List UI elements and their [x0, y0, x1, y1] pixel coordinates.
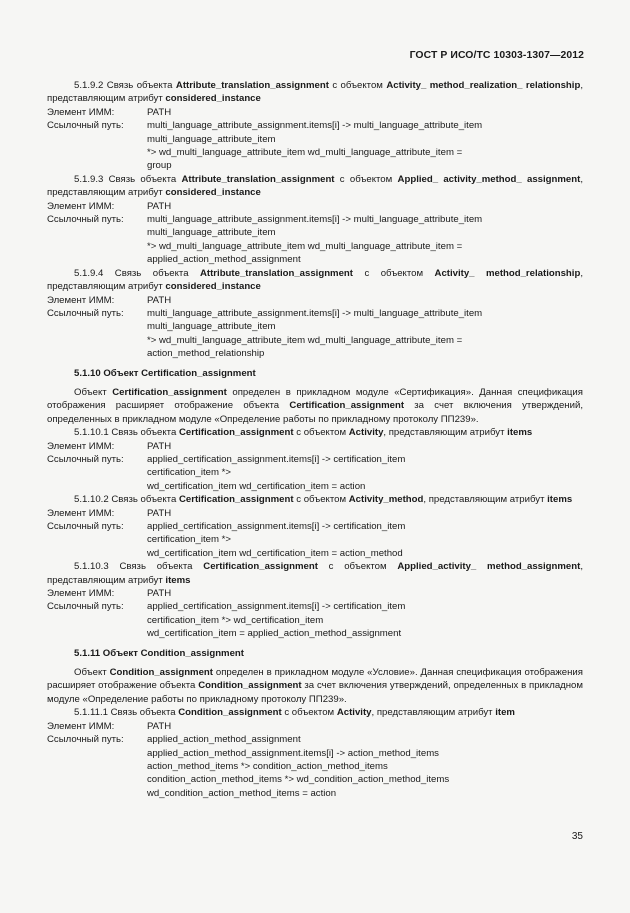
section-paragraph: Объект Condition_assignment определен в прикладном модуле «Условие». Данная спецификация отображения расширяет отображение объекта Condition_assignment за счет включения утверждений, определенных в прикладном модуле «Определение работы по прикладному протоколу ПП239».: [47, 667, 583, 705]
reference-path-line: applied_action_method_assignment.items[i] -> action_method_items: [147, 747, 439, 759]
reference-path-line: action_method_relationship: [147, 348, 265, 360]
reference-path-line: multi_language_attribute_item: [147, 321, 276, 333]
reference-path-row: Ссылочный путь: applied_certification_assignment.items[i] -> certification_item: [47, 521, 406, 532]
reference-path-row: Ссылочный путь: applied_action_method_assignment: [47, 734, 301, 746]
clause-5-1-11-1: 5.1.11.1 Связь объекта Condition_assignment с объектом Activity, представляющим атрибут item: [74, 707, 515, 719]
reference-path-row: Ссылочный путь: multi_language_attribute_assignment.items[i] -> multi_language_attribute_item: [47, 307, 483, 319]
document-header: ГОСТ Р ИСО/ТС 10303-1307—2012: [409, 50, 584, 61]
reference-path-line: certification_item *>: [147, 467, 231, 479]
reference-path-line: multi_language_attribute_item: [147, 227, 276, 239]
reference-path-line: multi_language_attribute_item: [147, 133, 276, 145]
clause-5-1-10-2: 5.1.10.2 Связь объекта Certification_assignment с объектом Activity_method, представляющим атрибут items: [74, 494, 573, 506]
clause-5-1-9-3: 5.1.9.3 Связь объекта Attribute_translation_assignment с объектом Applied_ activity_method_ assignment, представляющим атрибут considered_instance: [47, 173, 583, 199]
page-number: 35: [571, 831, 583, 842]
imm-element-row: Элемент ИММ: PATH: [47, 588, 172, 600]
section-title-5-1-11: 5.1.11 Объект Condition_assignment: [74, 647, 244, 659]
reference-path-line: action_method_items *> condition_action_method_items: [147, 760, 388, 772]
reference-path-row: Ссылочный путь: multi_language_attribute_assignment.items[i] -> multi_language_attribute_item: [47, 120, 483, 132]
reference-path-line: wd_certification_item wd_certification_item = action: [147, 480, 366, 492]
reference-path-line: group: [147, 160, 172, 172]
reference-path-row: Ссылочный путь: applied_certification_assignment.items[i] -> certification_item: [47, 453, 406, 465]
reference-path-line: applied_action_method_assignment: [147, 254, 301, 266]
reference-path-row: Ссылочный путь: multi_language_attribute_assignment.items[i] -> multi_language_attribute_item: [47, 214, 483, 226]
reference-path-line: *> wd_multi_language_attribute_item wd_multi_language_attribute_item =: [147, 240, 463, 252]
section-title-5-1-10: 5.1.10 Объект Certification_assignment: [74, 367, 256, 379]
section-paragraph: Объект Certification_assignment определен в прикладном модуле «Сертификация». Данная спецификация отображения расширяет отображение объекта Certification_assignment за счет включения утверждений, определенных в прикладном модуле «Определение работы по прикладному протоколу ПП239».: [47, 386, 583, 425]
imm-element-row: Элемент ИММ: PATH: [47, 294, 172, 306]
reference-path-line: certification_item *> wd_certification_item: [147, 614, 324, 626]
reference-path-line: wd_condition_action_method_items = action: [147, 787, 337, 799]
imm-element-row: Элемент ИММ: PATH: [47, 200, 172, 212]
imm-element-row: Элемент ИММ: PATH: [47, 720, 172, 732]
reference-path-row: Ссылочный путь: applied_certification_assignment.items[i] -> certification_item: [47, 601, 406, 613]
reference-path-line: certification_item *>: [147, 534, 231, 546]
reference-path-line: condition_action_method_items *> wd_condition_action_method_items: [147, 774, 450, 786]
reference-path-line: *> wd_multi_language_attribute_item wd_multi_language_attribute_item =: [147, 334, 463, 346]
document-body: [47, 79, 583, 800]
imm-element-row: Элемент ИММ: PATH: [47, 507, 172, 519]
clause-5-1-9-2: 5.1.9.2 Связь объекта Attribute_translation_assignment с объектом Activity_ method_realization_ relationship, представляющим атрибут considered_instance: [47, 80, 583, 105]
clause-5-1-9-4: 5.1.9.4 Связь объекта Attribute_translation_assignment с объектом Activity_ method_relationship, представляющим атрибут considered_instance: [47, 267, 583, 293]
clause-5-1-10-3: 5.1.10.3 Связь объекта Certification_assignment с объектом Applied_activity_ method_assignment, представляющим атрибут items: [47, 561, 583, 586]
reference-path-line: *> wd_multi_language_attribute_item wd_multi_language_attribute_item =: [147, 147, 463, 159]
reference-path-line: wd_certification_item wd_certification_item = action_method: [147, 547, 403, 559]
reference-path-line: wd_certification_item = applied_action_method_assignment: [147, 628, 402, 640]
imm-element-row: Элемент ИММ: PATH: [47, 440, 172, 452]
imm-element-row: Элемент ИММ: PATH: [47, 106, 172, 118]
clause-5-1-10-1: 5.1.10.1 Связь объекта Certification_assignment с объектом Activity, представляющим атрибут items: [74, 427, 533, 439]
